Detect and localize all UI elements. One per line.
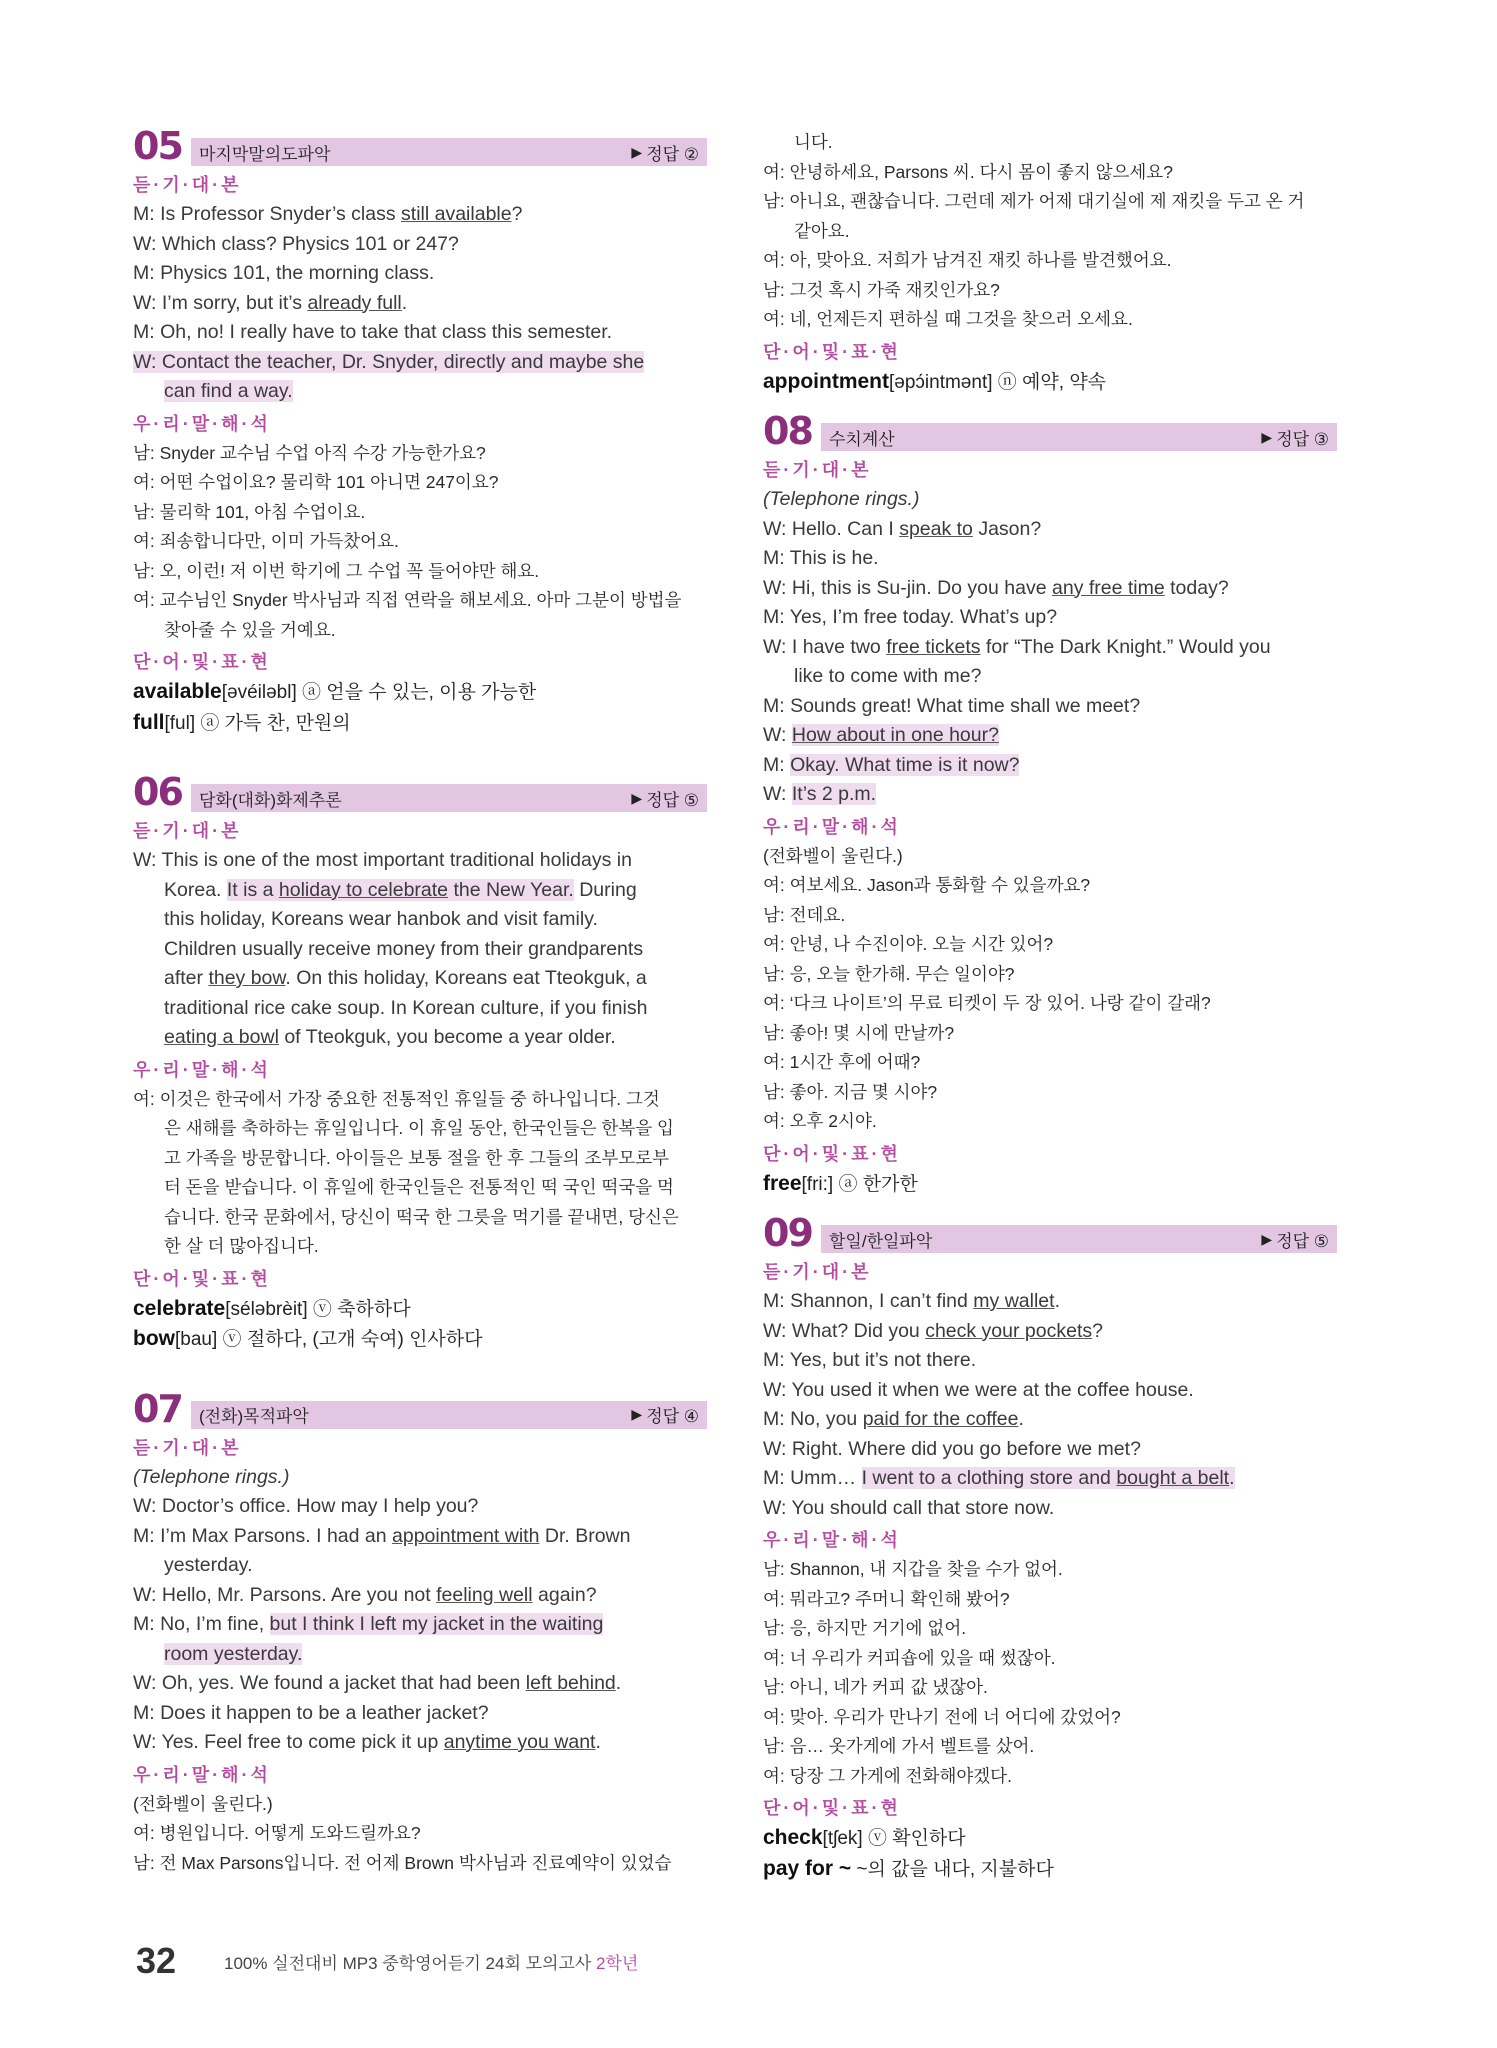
triangle-icon: ▶ bbox=[631, 1406, 643, 1422]
question-topic: 담화(대화)화제추론 bbox=[199, 790, 342, 810]
translation-line: 습니다. 한국 문화에서, 당신이 떡국 한 그릇을 먹기를 끝내면, 당신은 bbox=[164, 1206, 679, 1227]
script-line: this holiday, Koreans wear hanbok and visit family. bbox=[164, 908, 598, 930]
script-line: W: Doctor’s office. How may I help you? bbox=[133, 1495, 479, 1517]
script-line: M: Does it happen to be a leather jacket? bbox=[133, 1701, 489, 1724]
question-topic-bar bbox=[191, 1401, 707, 1429]
translation-line: 여: 안녕하세요, Parsons 씨. 다시 몸이 좋지 않으세요? bbox=[763, 161, 1173, 182]
script-line: W: Right. Where did you go before we met? bbox=[763, 1437, 1141, 1460]
script-line: M: No, you paid for the coffee. bbox=[763, 1408, 1024, 1430]
right-column bbox=[763, 128, 1337, 1884]
translation-line: 남: 아니, 네가 커피 값 냈잖아. bbox=[763, 1677, 988, 1697]
translation-line: (전화벨이 울린다.) bbox=[133, 1793, 273, 1814]
translation-line: 여: 여보세요. Jason과 통화할 수 있을까요? bbox=[763, 875, 1091, 895]
script-line: traditional rice cake soup. In Korean culture, if you finish bbox=[164, 996, 648, 1019]
translation-line: 여: 이것은 한국에서 가장 중요한 전통적인 휴일들 중 하나입니다. 그것 bbox=[133, 1088, 660, 1109]
left-column bbox=[133, 126, 707, 1878]
vocab-item: check[tʃek] ⓥ 확인하다 bbox=[763, 1826, 966, 1849]
translation-line: 여: 너 우리가 커피숍에 있을 때 썼잖아. bbox=[763, 1647, 1056, 1668]
vocab-item: full[ful] ⓐ 가득 찬, 만원의 bbox=[133, 710, 351, 734]
script-line: W: What? Did you check your pockets? bbox=[763, 1319, 1103, 1342]
question-number: 06 bbox=[133, 770, 182, 814]
question-number: 08 bbox=[763, 409, 812, 453]
translation-line: 남: 전 Max Parsons입니다. 전 어제 Brown 박사님과 진료예약이 있었습 bbox=[133, 1852, 672, 1873]
section-label-script: 듣·기·대·본 bbox=[133, 1437, 242, 1458]
script-line: W: I’m sorry, but it’s already full. bbox=[133, 291, 408, 314]
translation-line: 여: 당장 그 가게에 전화해야겠다. bbox=[763, 1765, 1012, 1786]
script-line: W: This is one of the most important traditional holidays in bbox=[133, 849, 632, 871]
translation-line: 남: 응, 오늘 한가해. 무슨 일이야? bbox=[763, 963, 1015, 984]
section-label-vocab: 단·어·및·표·현 bbox=[763, 341, 901, 362]
script-line: M: Umm… I went to a clothing store and bought a belt. bbox=[763, 1467, 1235, 1489]
answer: ▶ 정답 ⑤ bbox=[631, 789, 699, 810]
vocab-item: bow[bau] ⓥ 절하다, (고개 숙여) 인사하다 bbox=[133, 1327, 483, 1350]
translation-line: 남: 좋아. 지금 몇 시야? bbox=[763, 1081, 938, 1102]
question-topic-bar bbox=[821, 1225, 1337, 1253]
translation-line: 여: 어떤 수업이요? 물리학 101 아니면 247이요? bbox=[133, 472, 499, 492]
script-line: W: Hello, Mr. Parsons. Are you not feeling well again? bbox=[133, 1583, 597, 1606]
vocab-item: celebrate[séləbrèit] ⓥ 축하하다 bbox=[133, 1296, 411, 1320]
script-line: W: You should call that store now. bbox=[763, 1496, 1055, 1519]
translation-line: 여: 네, 언제든지 편하실 때 그것을 찾으러 오세요. bbox=[763, 309, 1133, 329]
triangle-icon: ▶ bbox=[631, 789, 643, 806]
script-line: Korea. It is a holiday to celebrate the New Year. During bbox=[164, 878, 637, 901]
script-line: W: It’s 2 p.m. bbox=[763, 783, 877, 805]
translation-line: 남: 응, 하지만 거기에 없어. bbox=[763, 1618, 967, 1638]
question-topic-bar bbox=[191, 784, 707, 812]
translation-line: 남: 오, 이런! 저 이번 학기에 그 수업 꼭 들어야만 해요. bbox=[133, 560, 540, 581]
question-06-header bbox=[133, 772, 707, 812]
question-number: 09 bbox=[763, 1211, 812, 1255]
translation-line: 남: 음… 옷가게에 가서 벨트를 샀어. bbox=[763, 1736, 1035, 1756]
script-line: M: Is Professor Snyder’s class still available? bbox=[133, 203, 523, 225]
translation-line: 여: 죄송합니다만, 이미 가득찼어요. bbox=[133, 531, 399, 551]
translation-line: 남: Snyder 교수님 수업 아직 수강 가능한가요? bbox=[133, 442, 486, 463]
question-number: 07 bbox=[133, 1386, 182, 1431]
section-label-translation: 우·리·말·해·석 bbox=[133, 1059, 271, 1080]
section-label-vocab: 단·어·및·표·현 bbox=[133, 652, 271, 672]
translation-line: 남: 아니요, 괜찮습니다. 그런데 제가 어제 대기실에 제 재킷을 두고 온 거 bbox=[763, 191, 1305, 211]
script-line: M: I’m Max Parsons. I had an appointment with Dr. Brown bbox=[133, 1524, 631, 1547]
translation-line: 여: 1시간 후에 어때? bbox=[763, 1052, 921, 1072]
script-line: Children usually receive money from their grandparents bbox=[164, 937, 644, 960]
translation-line: 니다. bbox=[794, 132, 833, 152]
translation-line: 남: 물리학 101, 아침 수업이요. bbox=[133, 501, 366, 522]
vocab-item: free[fri:] ⓐ 한가한 bbox=[763, 1171, 918, 1195]
script-line: (Telephone rings.) bbox=[133, 1465, 290, 1488]
script-line: W: Hi, this is Su-jin. Do you have any free time today? bbox=[763, 576, 1229, 599]
translation-line: 여: 오후 2시야. bbox=[763, 1111, 877, 1131]
section-label-translation: 우·리·말·해·석 bbox=[763, 1530, 901, 1550]
question-topic-bar bbox=[821, 423, 1337, 451]
translation-line: 찾아줄 수 있을 거예요. bbox=[164, 619, 336, 640]
script-line: can find a way. bbox=[164, 380, 293, 402]
translation-line: 은 새해를 축하하는 휴일입니다. 이 휴일 동안, 한국인들은 한복을 입 bbox=[164, 1118, 674, 1138]
question-topic: 마지막말의도파악 bbox=[199, 144, 331, 164]
script-line: M: Okay. What time is it now? bbox=[763, 753, 1020, 776]
translation-line: 여: 맞아. 우리가 만나기 전에 너 어디에 갔었어? bbox=[763, 1706, 1121, 1727]
question-09-header bbox=[763, 1213, 1337, 1253]
question-topic: 수치계산 bbox=[829, 429, 895, 449]
script-line: W: Contact the teacher, Dr. Snyder, directly and maybe she bbox=[133, 350, 645, 373]
translation-line: 여: 뭐라고? 주머니 확인해 봤어? bbox=[763, 1588, 1010, 1609]
script-line: W: How about in one hour? bbox=[763, 724, 999, 746]
question-topic: (전화)목적파악 bbox=[199, 1407, 309, 1426]
script-line: M: This is he. bbox=[763, 547, 879, 569]
question-05-header bbox=[133, 126, 707, 166]
question-08-header bbox=[763, 411, 1337, 451]
answer: ▶ 정답 ② bbox=[631, 143, 699, 164]
translation-line: 여: 병원입니다. 어떻게 도와드릴까요? bbox=[133, 1823, 421, 1843]
translation-line: 남: 좋아! 몇 시에 만날까? bbox=[763, 1022, 955, 1043]
section-label-script: 듣·기·대·본 bbox=[133, 175, 242, 195]
question-07-header bbox=[133, 1386, 707, 1431]
translation-line: 같아요. bbox=[794, 220, 850, 241]
vocab-item: appointment[əpɔ́intmənt] ⓝ 예약, 약속 bbox=[763, 369, 1107, 393]
script-line: M: Physics 101, the morning class. bbox=[133, 262, 435, 284]
script-line: M: Yes, I’m free today. What’s up? bbox=[763, 606, 1058, 628]
triangle-icon: ▶ bbox=[1261, 1230, 1273, 1247]
script-line: M: Yes, but it’s not there. bbox=[763, 1349, 977, 1371]
translation-line: 남: 전데요. bbox=[763, 904, 846, 925]
script-line: M: Sounds great! What time shall we meet? bbox=[763, 694, 1141, 717]
question-number: 05 bbox=[133, 124, 182, 168]
section-label-script: 듣·기·대·본 bbox=[133, 821, 242, 841]
section-label-script: 듣·기·대·본 bbox=[763, 460, 872, 480]
translation-line: 여: 아, 맞아요. 저희가 남겨진 재킷 하나를 발견했어요. bbox=[763, 250, 1172, 270]
script-line: yesterday. bbox=[164, 1554, 253, 1576]
triangle-icon: ▶ bbox=[1261, 428, 1273, 445]
section-label-script: 듣·기·대·본 bbox=[763, 1262, 872, 1282]
translation-line: (전화벨이 울린다.) bbox=[763, 845, 903, 866]
script-line: W: I have two free tickets for “The Dark Knight.” Would you bbox=[763, 635, 1271, 658]
section-label-translation: 우·리·말·해·석 bbox=[133, 1764, 271, 1785]
translation-line: 터 돈을 받습니다. 이 휴일에 한국인들은 전통적인 떡 국인 떡국을 먹 bbox=[164, 1177, 674, 1197]
translation-line: 한 살 더 많아집니다. bbox=[164, 1236, 319, 1256]
script-line: W: Which class? Physics 101 or 247? bbox=[133, 232, 459, 255]
script-line: (Telephone rings.) bbox=[763, 488, 920, 510]
section-label-translation: 우·리·말·해·석 bbox=[763, 816, 901, 837]
script-line: W: Oh, yes. We found a jacket that had been left behind. bbox=[133, 1672, 622, 1694]
section-label-translation: 우·리·말·해·석 bbox=[133, 413, 271, 434]
translation-line: 남: Shannon, 내 지갑을 찾을 수가 없어. bbox=[763, 1559, 1063, 1579]
vocab-item: available[əvéiləbl] ⓐ 얻을 수 있는, 이용 가능한 bbox=[133, 680, 537, 703]
script-line: eating a bowl of Tteokguk, you become a year older. bbox=[164, 1026, 616, 1048]
translation-line: 여: ‘다크 나이트’의 무료 티켓이 두 장 있어. 나랑 같이 갈래? bbox=[763, 993, 1211, 1013]
grade-label: 2학년 bbox=[596, 1953, 639, 1973]
page-number: 32 bbox=[136, 1940, 177, 1981]
section-label-vocab: 단·어·및·표·현 bbox=[763, 1143, 901, 1164]
question-topic: 할일/한일파악 bbox=[829, 1231, 933, 1251]
script-line: M: No, I’m fine, but I think I left my jacket in the waiting bbox=[133, 1613, 604, 1635]
script-line: W: Hello. Can I speak to Jason? bbox=[763, 517, 1042, 540]
translation-line: 여: 교수님인 Snyder 박사님과 직접 연락을 해보세요. 아마 그분이 방법을 bbox=[133, 590, 682, 610]
script-line: W: You used it when we were at the coffee house. bbox=[763, 1378, 1194, 1401]
translation-line: 남: 그것 혹시 가죽 재킷인가요? bbox=[763, 279, 1000, 300]
script-line: room yesterday. bbox=[164, 1642, 303, 1665]
vocab-item: pay for ~ ~의 값을 내다, 지불하다 bbox=[763, 1856, 1054, 1880]
script-line: M: Shannon, I can’t find my wallet. bbox=[763, 1290, 1060, 1312]
script-line: like to come with me? bbox=[794, 665, 982, 687]
question-topic-bar bbox=[191, 138, 707, 166]
answer: ▶ 정답 ③ bbox=[1261, 428, 1329, 449]
triangle-icon: ▶ bbox=[631, 143, 643, 160]
page-footer bbox=[136, 1940, 638, 1982]
section-label-vocab: 단·어·및·표·현 bbox=[763, 1798, 901, 1818]
answer: ▶ 정답 ⑤ bbox=[1261, 1230, 1329, 1251]
book-title: 100% 실전대비 MP3 중학영어듣기 24회 모의고사 2학년 bbox=[224, 1953, 639, 1973]
translation-line: 고 가족을 방문합니다. 아이들은 보통 절을 한 후 그들의 조부모로부 bbox=[164, 1147, 670, 1168]
script-line: after they bow. On this holiday, Koreans eat Tteokguk, a bbox=[164, 967, 647, 989]
script-line: W: Yes. Feel free to come pick it up anytime you want. bbox=[133, 1731, 601, 1753]
translation-line: 여: 안녕, 나 수진이야. 오늘 시간 있어? bbox=[763, 934, 1054, 954]
answer: ▶ 정답 ④ bbox=[631, 1406, 699, 1426]
script-line: M: Oh, no! I really have to take that class this semester. bbox=[133, 321, 613, 343]
section-label-vocab: 단·어·및·표·현 bbox=[133, 1268, 271, 1289]
